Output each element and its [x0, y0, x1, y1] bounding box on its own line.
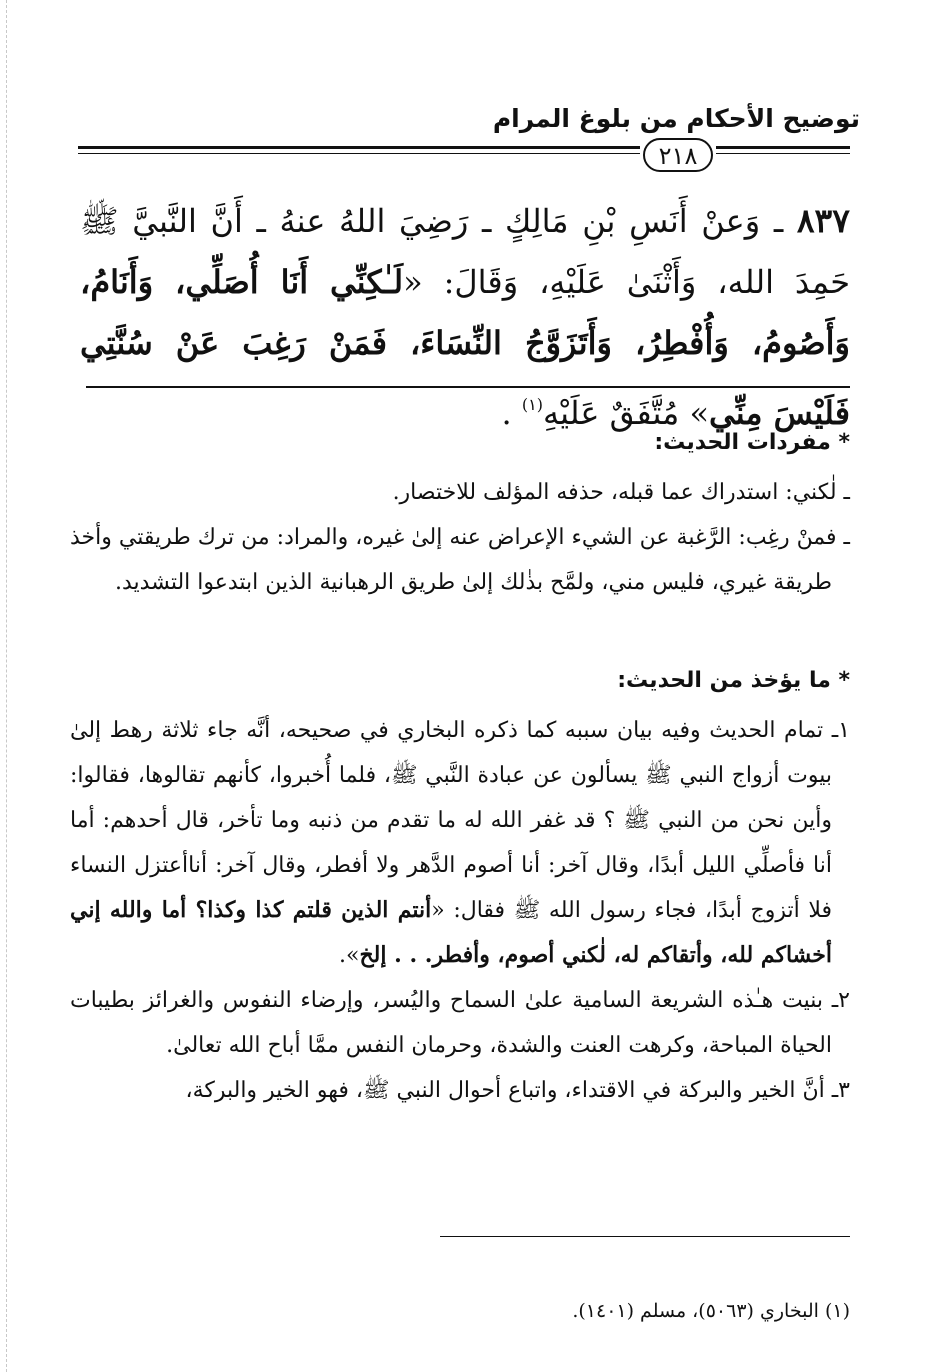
header-rule-left-thin	[78, 153, 640, 154]
vocabulary-section	[70, 428, 850, 605]
lesson-item-2: ٢ـ بنيت هـٰذه الشريعة السامية علىٰ السماح واليُسر، وإرضاء النفوس والغرائز بطيبات الحياة المباحة، وكرهت العنت والشدة، وحرمان النفس ممَّا أباح الله تعالىٰ.	[70, 988, 850, 1058]
lessons-heading: * ما يؤخذ من الحديث:	[617, 668, 850, 693]
header-rule-right-thin	[716, 153, 850, 154]
hadith-number: ٨٣٧	[796, 201, 851, 240]
scan-edge-line	[6, 0, 7, 1372]
hadith-separator-rule	[86, 386, 850, 388]
hadith-intro: ـ وَعنْ أَنَسِ بْنِ مَالِكٍ ـ رَضِيَ اللهُ عنهُ ـ أَنَّ النَّبيَّ ﷺ حَمِدَ الله، وَأَثْنَىٰ عَلَيْهِ، وَقَالَ: «	[80, 202, 851, 301]
hadith-prophetic-words: لَـٰكِنِّي أَنَا أُصَلِّي، وَأَنَامُ، وَأَصُومُ، وَأُفْطِرُ، وَأَتَزَوَّجُ النِّسَاءَ، فَمَنْ رَغِبَ عَنْ سُنَّتِي فَلَيْسَ مِنِّي	[80, 263, 851, 432]
header-rule-right	[716, 146, 850, 149]
running-header-title: توضيح الأحكام من بلوغ المرام	[492, 104, 860, 133]
vocabulary-item: ـ فمنْ رغِب: الرَّغبة عن الشيء الإعراض عنه إلىٰ غيره، والمراد: من ترك طريقتي وأخذ طريقة غيري، فليس مني، ولمَّح بذٰلك إلىٰ طريق الرهبانية الذين ابتدعوا التشديد.	[70, 525, 850, 595]
lessons-section	[70, 666, 850, 1113]
hadith-text	[80, 190, 850, 444]
vocabulary-heading: * مفردات الحديث:	[654, 430, 850, 455]
footnote-separator-rule	[440, 1236, 850, 1237]
footnote: (١) البخاري (٥٠٦٣)، مسلم (١٤٠١).	[572, 1300, 850, 1322]
lesson-item-1	[70, 708, 850, 978]
footnote-reference: (١)	[521, 395, 543, 414]
lesson-item-3: ٣ـ أنَّ الخير والبركة في الاقتداء، واتباع أحوال النبي ﷺ، فهو الخير والبركة،	[185, 1078, 850, 1103]
hadith-end: .	[501, 394, 522, 432]
lesson-1-quote: أنتم الذين قلتم كذا وكذا؟ أما والله إني أخشاكم لله، وأتقاكم له، لٰكني أصوم، وأفطر. . . إلخ	[70, 897, 832, 968]
lesson-1-text: ١ـ تمام الحديث وفيه بيان سببه كما ذكره البخاري في صحيحه، أنَّه جاء ثلاثة رهط إلىٰ بيوت أزواج النبي ﷺ يسألون عن عبادة النَّبي ﷺ، فلما أُخبروا، كأنهم تقالوها، فقالوا: وأين نحن من النبي ﷺ ؟ قد غفر الله له ما تقدم من ذنبه وما تأخر، قال أحدهم: أما أنا فأصلِّي الليل أبدًا، وقال آخر: أنا أصوم الدَّهر ولا أفطر، وقال آخر: أناأعتزل النساء فلا أتزوج أبدًا، فجاء رسول الله ﷺ فقال: «	[70, 718, 850, 923]
vocabulary-item: ـ لٰكني: استدراك عما قبله، حذفه المؤلف للاختصار.	[392, 480, 850, 505]
header-rule-left	[78, 146, 640, 149]
page-number: ٢١٨	[643, 138, 713, 172]
lesson-1-end: ».	[339, 943, 360, 968]
hadith-attribution: » مُتَّفَقٌ عَلَيْهِ	[542, 394, 710, 432]
